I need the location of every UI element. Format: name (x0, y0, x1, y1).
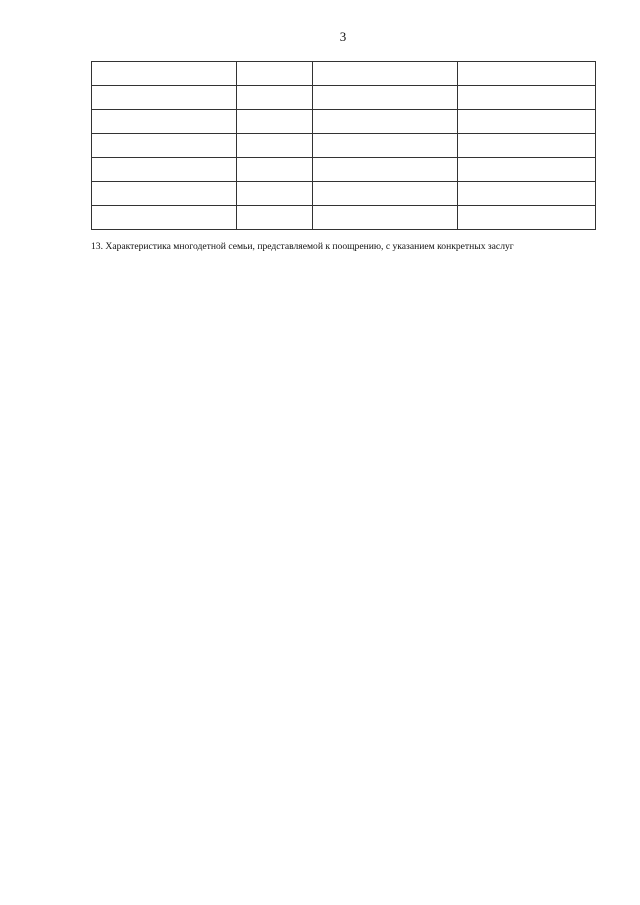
table-cell (313, 182, 458, 206)
table-cell (458, 62, 596, 86)
table-cell (92, 86, 237, 110)
blank-form-table (91, 61, 596, 230)
table-cell (458, 206, 596, 230)
table-row (92, 182, 596, 206)
table-cell (92, 134, 237, 158)
table-cell (237, 134, 313, 158)
page-number: 3 (339, 29, 347, 44)
table-cell (92, 110, 237, 134)
table-cell (458, 158, 596, 182)
table-cell (458, 110, 596, 134)
table-row (92, 86, 596, 110)
table-cell (237, 182, 313, 206)
table-row (92, 206, 596, 230)
table-cell (92, 206, 237, 230)
table-row (92, 110, 596, 134)
table-cell (237, 62, 313, 86)
table-cell (92, 182, 237, 206)
table-cell (237, 206, 313, 230)
table-cell (313, 86, 458, 110)
table-cell (237, 86, 313, 110)
table-cell (313, 158, 458, 182)
table-row (92, 134, 596, 158)
table-cell (458, 134, 596, 158)
table-cell (313, 206, 458, 230)
table-row (92, 158, 596, 182)
table-cell (458, 86, 596, 110)
section-13-heading: 13. Характеристика многодетной семьи, представляемой к поощрению, с указанием конкретных заслуг (91, 241, 514, 252)
table-cell (92, 62, 237, 86)
table-cell (92, 158, 237, 182)
table-cell (237, 158, 313, 182)
table-cell (237, 110, 313, 134)
table-cell (313, 110, 458, 134)
table-row (92, 62, 596, 86)
table-cell (458, 182, 596, 206)
table-cell (313, 134, 458, 158)
table-cell (313, 62, 458, 86)
